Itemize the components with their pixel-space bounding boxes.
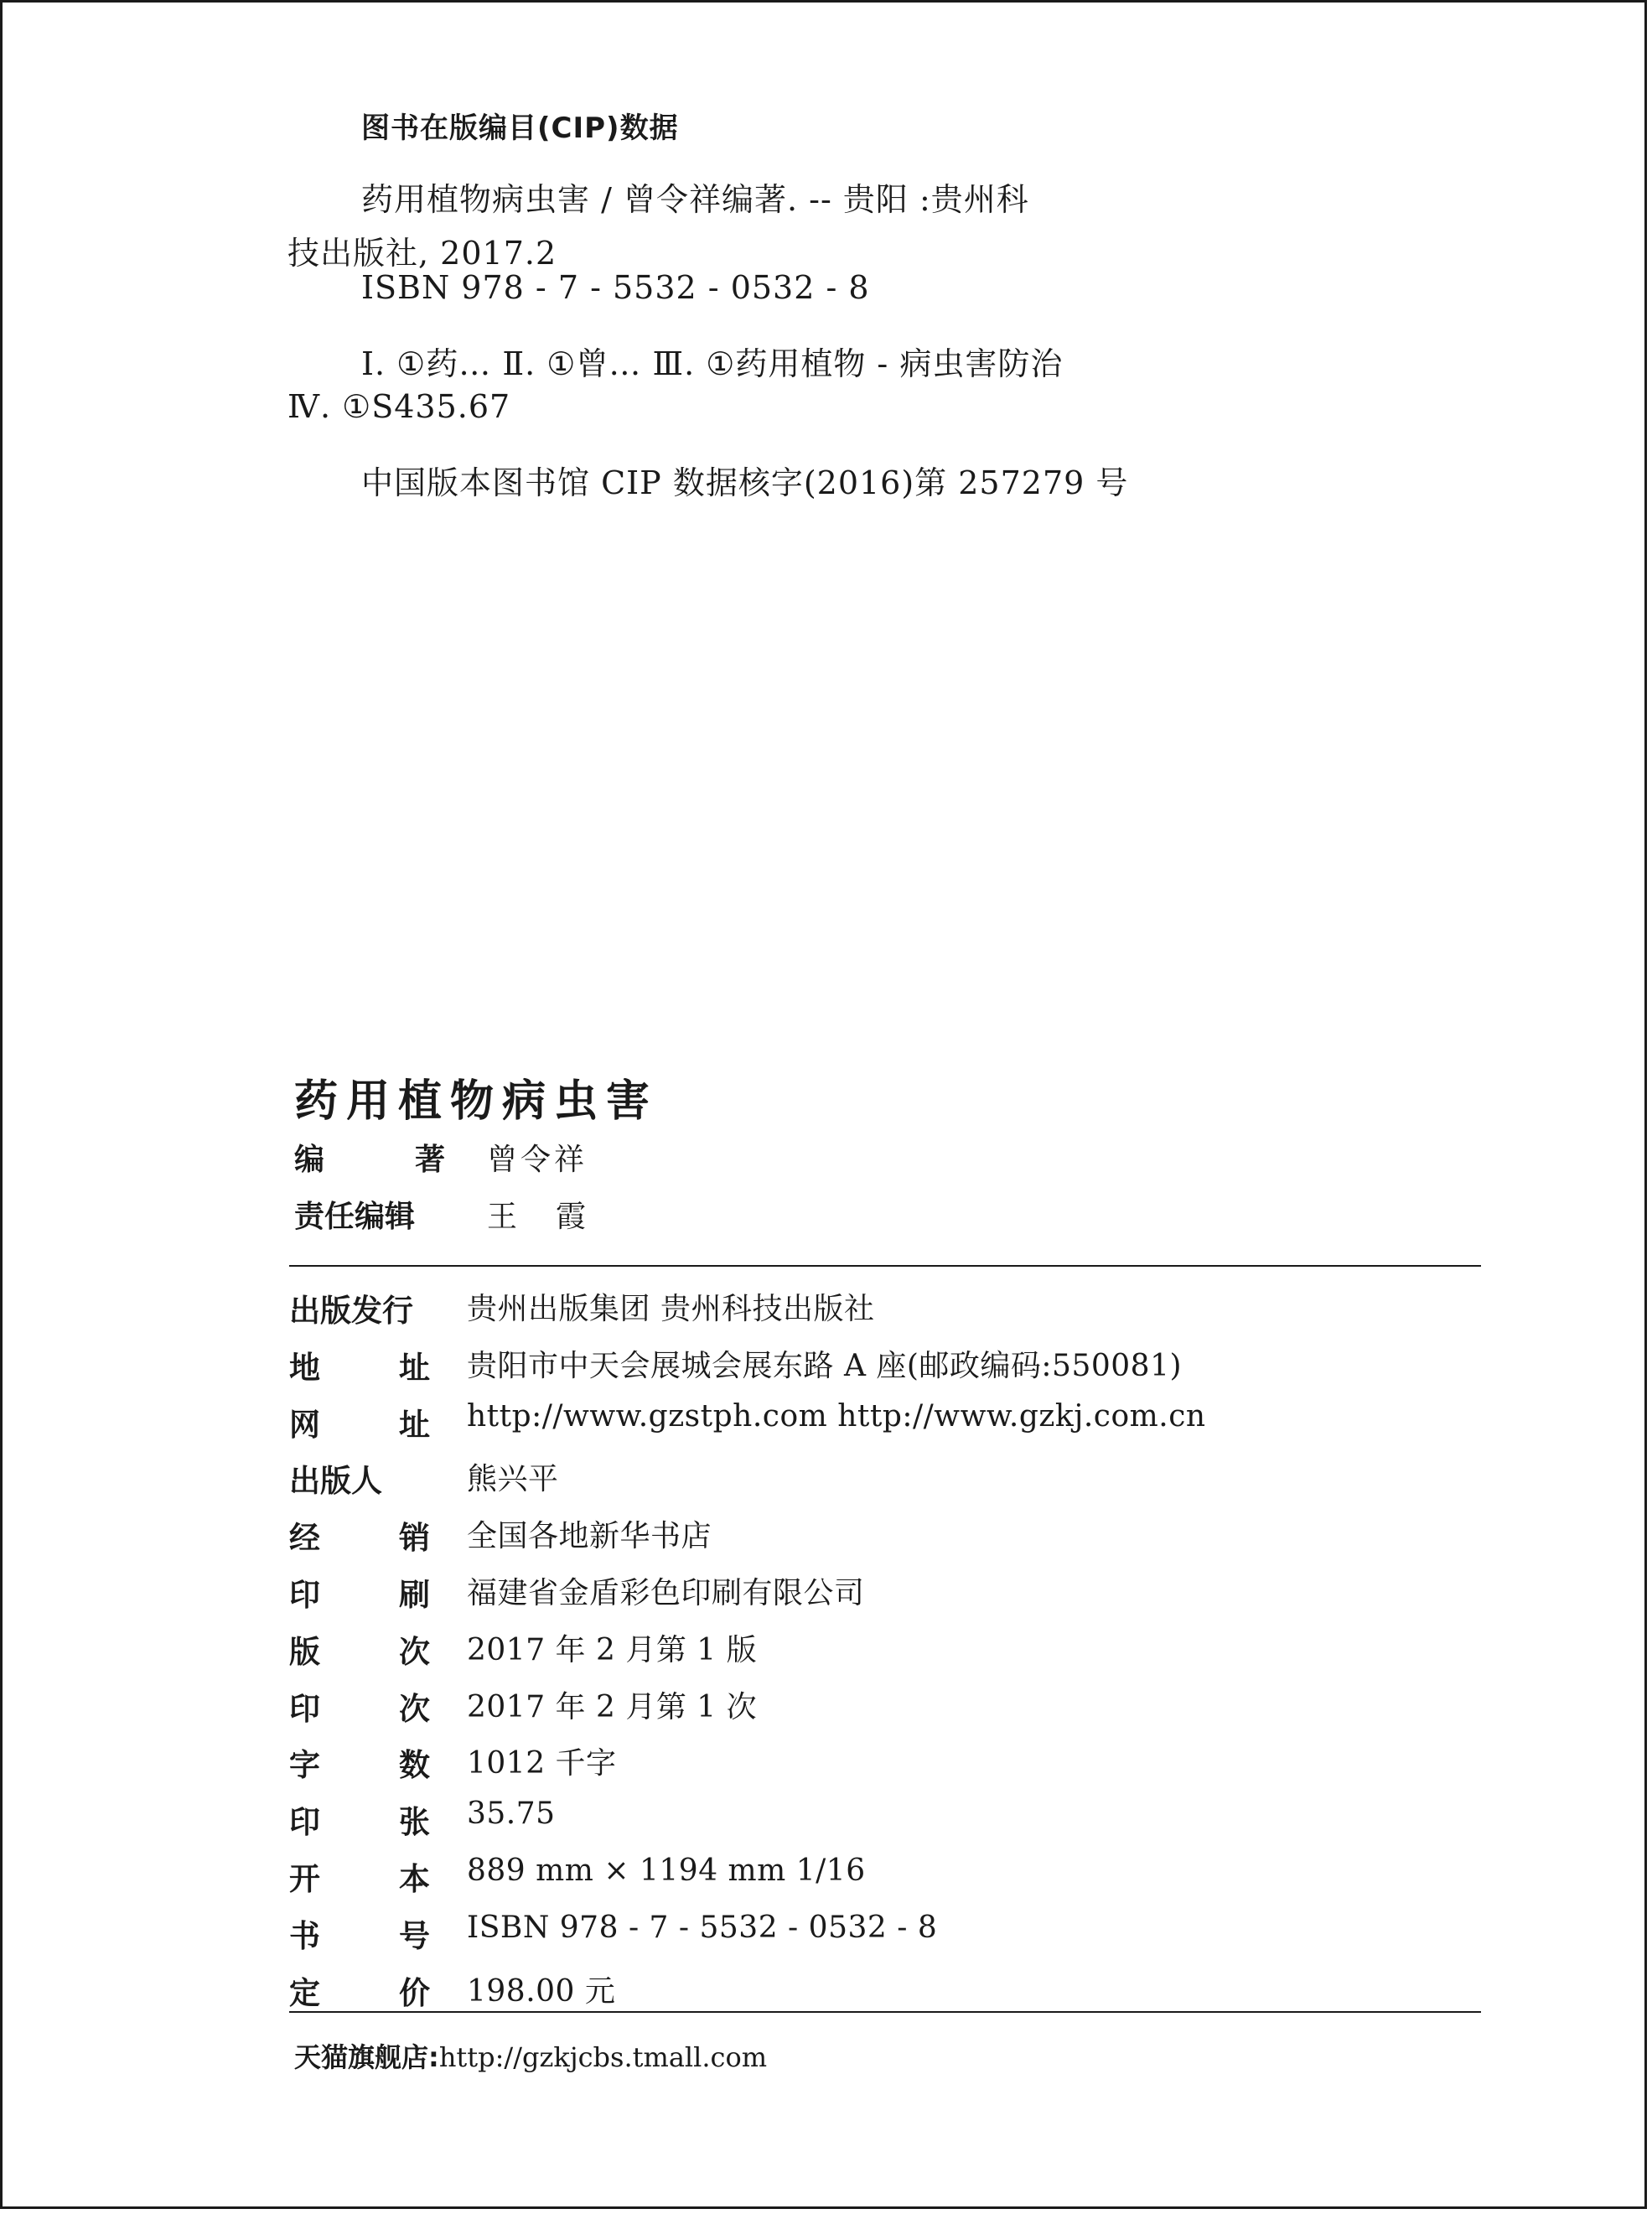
info-value: 889 mm × 1194 mm 1/16 bbox=[467, 1853, 866, 1888]
info-value: 贵州出版集团 贵州科技出版社 bbox=[467, 1292, 875, 1326]
info-label bbox=[289, 1911, 430, 1956]
editor-label: 责任编辑 bbox=[294, 1200, 416, 1234]
cip-classification-line: Ⅳ. ①S435.67 bbox=[287, 388, 511, 425]
info-label-char: 本 bbox=[399, 1860, 430, 1897]
info-label-char: 次 bbox=[399, 1633, 430, 1670]
info-label bbox=[289, 1569, 430, 1615]
info-row-sheets bbox=[289, 1790, 1481, 1847]
website-links[interactable]: http://www.gzstph.com http://www.gzkj.com.cn bbox=[467, 1398, 1206, 1434]
info-label bbox=[289, 1626, 430, 1672]
info-label bbox=[289, 1342, 430, 1387]
store-label: 天猫旗舰店: bbox=[294, 2041, 439, 2073]
info-row-printing bbox=[289, 1677, 1481, 1734]
cip-record-number-line: 中国版本图书馆 CIP 数据核字(2016)第 257279 号 bbox=[361, 464, 1129, 501]
divider-top bbox=[289, 1265, 1481, 1267]
info-label-char: 印 bbox=[289, 1576, 320, 1613]
info-label-char: 刷 bbox=[399, 1576, 430, 1613]
info-row-distributor bbox=[289, 1506, 1481, 1563]
info-label bbox=[289, 1683, 430, 1729]
info-row-price bbox=[289, 1961, 1481, 2018]
info-label-char: 数 bbox=[399, 1747, 430, 1784]
info-row-edition bbox=[289, 1620, 1481, 1677]
cip-title-line: 药用植物病虫害 / 曾令祥编著. -- 贵阳 :贵州科 bbox=[361, 181, 1029, 218]
info-label-char: 销 bbox=[399, 1520, 430, 1557]
info-label-char: 版 bbox=[289, 1633, 320, 1670]
info-row-printer bbox=[289, 1563, 1481, 1620]
info-label-char: 定 bbox=[289, 1974, 320, 2011]
info-row-word-count bbox=[289, 1733, 1481, 1790]
info-label bbox=[289, 1740, 430, 1785]
info-label-char: 字 bbox=[289, 1747, 320, 1784]
info-label-char: 址 bbox=[399, 1349, 430, 1386]
store-footer bbox=[294, 2036, 767, 2075]
info-label bbox=[289, 1968, 430, 2013]
info-label-char: 张 bbox=[399, 1804, 430, 1841]
info-label bbox=[289, 1854, 430, 1899]
info-label bbox=[289, 1512, 430, 1558]
info-label-char: 址 bbox=[399, 1406, 430, 1443]
author-name: 曾令祥 bbox=[487, 1143, 588, 1177]
editor-name: 王霞 bbox=[487, 1200, 625, 1234]
info-row-website bbox=[289, 1392, 1481, 1449]
book-title: 药用植物病虫害 bbox=[294, 1076, 659, 1127]
info-label-char: 印 bbox=[289, 1690, 320, 1727]
info-value: 1012 千字 bbox=[467, 1746, 617, 1781]
info-value: 2017 年 2 月第 1 版 bbox=[467, 1632, 758, 1667]
info-value: ISBN 978 - 7 - 5532 - 0532 - 8 bbox=[467, 1910, 938, 1945]
info-label-char: 经 bbox=[289, 1520, 320, 1557]
info-value: 198.00 元 bbox=[467, 1973, 616, 2009]
cip-subject-line: Ⅰ. ①药… Ⅱ. ①曾… Ⅲ. ①药用植物 - 病虫害防治 bbox=[361, 345, 1064, 382]
cip-isbn-line: ISBN 978 - 7 - 5532 - 0532 - 8 bbox=[361, 269, 870, 306]
info-value: 35.75 bbox=[467, 1797, 556, 1832]
info-row-format bbox=[289, 1847, 1481, 1904]
author-label-char: 编 bbox=[294, 1143, 325, 1177]
info-value: 全国各地新华书店 bbox=[467, 1519, 712, 1554]
info-value: 贵阳市中天会展城会展东路 A 座(邮政编码:550081) bbox=[467, 1348, 1183, 1383]
cip-publisher-line: 技出版社, 2017.2 bbox=[287, 235, 557, 272]
author-label bbox=[294, 1136, 445, 1179]
info-label: 出版人 bbox=[289, 1463, 382, 1500]
info-value: 福建省金盾彩色印刷有限公司 bbox=[467, 1575, 865, 1610]
cip-heading: 图书在版编目(CIP)数据 bbox=[361, 111, 679, 145]
info-label-char: 网 bbox=[289, 1406, 320, 1443]
store-url[interactable]: http://gzkjcbs.tmall.com bbox=[438, 2041, 768, 2073]
info-label-char: 号 bbox=[399, 1917, 430, 1954]
info-label-char: 书 bbox=[289, 1917, 320, 1954]
info-row-publisher-person bbox=[289, 1449, 1481, 1506]
info-row-address bbox=[289, 1335, 1481, 1392]
author-label-char: 著 bbox=[414, 1143, 445, 1177]
info-label: 出版发行 bbox=[289, 1293, 413, 1329]
info-label-char: 印 bbox=[289, 1804, 320, 1841]
info-label bbox=[289, 1797, 430, 1842]
info-label-char: 次 bbox=[399, 1690, 430, 1727]
info-row-isbn bbox=[289, 1904, 1481, 1961]
info-value: 熊兴平 bbox=[467, 1462, 559, 1497]
info-value: 2017 年 2 月第 1 次 bbox=[467, 1689, 758, 1724]
info-label-char: 价 bbox=[399, 1974, 430, 2011]
divider-bottom bbox=[289, 2011, 1481, 2013]
info-label bbox=[289, 1399, 430, 1444]
info-label-char: 地 bbox=[289, 1349, 320, 1386]
publication-info-list bbox=[289, 1278, 1481, 2017]
info-row-publisher bbox=[289, 1278, 1481, 1335]
info-label-char: 开 bbox=[289, 1860, 320, 1897]
